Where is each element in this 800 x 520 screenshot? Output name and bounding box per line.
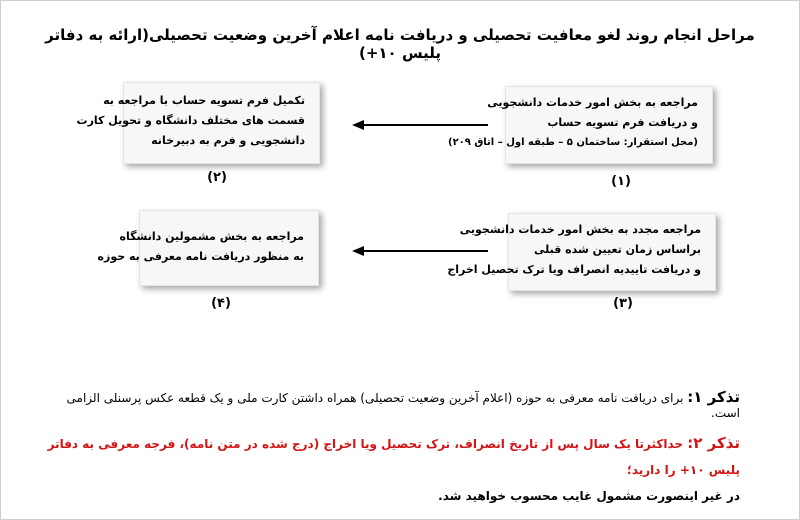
page-title: مراحل انجام روند لغو معافیت تحصیلی و دریافت نامه اعلام آخرین وضعیت تحصیلی(ارائه به دفاتر پلیس ۱۰+): [45, 26, 755, 62]
arrow-left-icon: [350, 118, 490, 132]
step-1-line-1: مراجعه به بخش امور خدمات دانشجویی: [487, 96, 698, 109]
arrow-left-icon: [350, 244, 490, 258]
step-4-line-2: به منظور دریافت نامه معرفی به حوزه: [97, 250, 304, 263]
note-2-line-2: در غیر اینصورت مشمول غایب محسوب خواهید شد.: [438, 489, 740, 503]
note-2: [20, 430, 740, 509]
step-4-box: [97, 210, 319, 286]
note-2-first-line: [20, 430, 740, 483]
step-4-line-1: مراجعه به بخش مشمولین دانشگاه: [119, 230, 304, 243]
note-1-label: تذکر ۱:: [687, 388, 740, 406]
step-2-line-2: قسمت های مختلف دانشگاه و تحویل کارت: [76, 114, 305, 127]
step-4-number: (۴): [211, 296, 231, 311]
step-2-line-1: تکمیل فرم تسویه حساب با مراجعه به: [103, 94, 305, 107]
step-3-box: [447, 213, 716, 291]
note-2-line-1: حداکثرتا یک سال پس از تاریخ انصراف، ترک تحصیل ویا اخراج (درج شده در متن نامه)، فرجه معرفی به دفاتر پلیس ۱۰+ را دارید؛: [47, 437, 740, 477]
step-3-line-1: مراجعه مجدد به بخش امور خدمات دانشجویی: [459, 223, 701, 236]
step-1-box: [447, 86, 713, 164]
step-2-number: (۲): [207, 170, 227, 185]
step-2-line-3: دانشجویی و فرم به دبیرخانه: [151, 134, 305, 147]
step-3-line-3: و دریافت تاییدیه انصراف ویا ترک تحصیل اخراج: [447, 263, 701, 276]
step-3-line-2: براساس زمان تعیین شده قبلی: [533, 243, 701, 256]
step-3-number: (۳): [613, 296, 633, 311]
note-1: [60, 388, 740, 420]
note-1-text: برای دریافت نامه معرفی به حوزه (اعلام آخرین وضعیت تحصیلی) همراه داشتن کارت ملی و یک قطعه عکس پرسنلی الزامی است.: [66, 391, 740, 420]
step-1-line-3: (محل استقرار: ساختمان ۵ – طبقه اول – اتاق ۲۰۹): [447, 137, 698, 148]
step-1-line-2: و دریافت فرم تسویه حساب: [547, 116, 698, 129]
step-2-box: [76, 82, 320, 164]
note-2-label: تذکر ۲:: [687, 434, 740, 452]
step-1-number: (۱): [611, 174, 631, 189]
